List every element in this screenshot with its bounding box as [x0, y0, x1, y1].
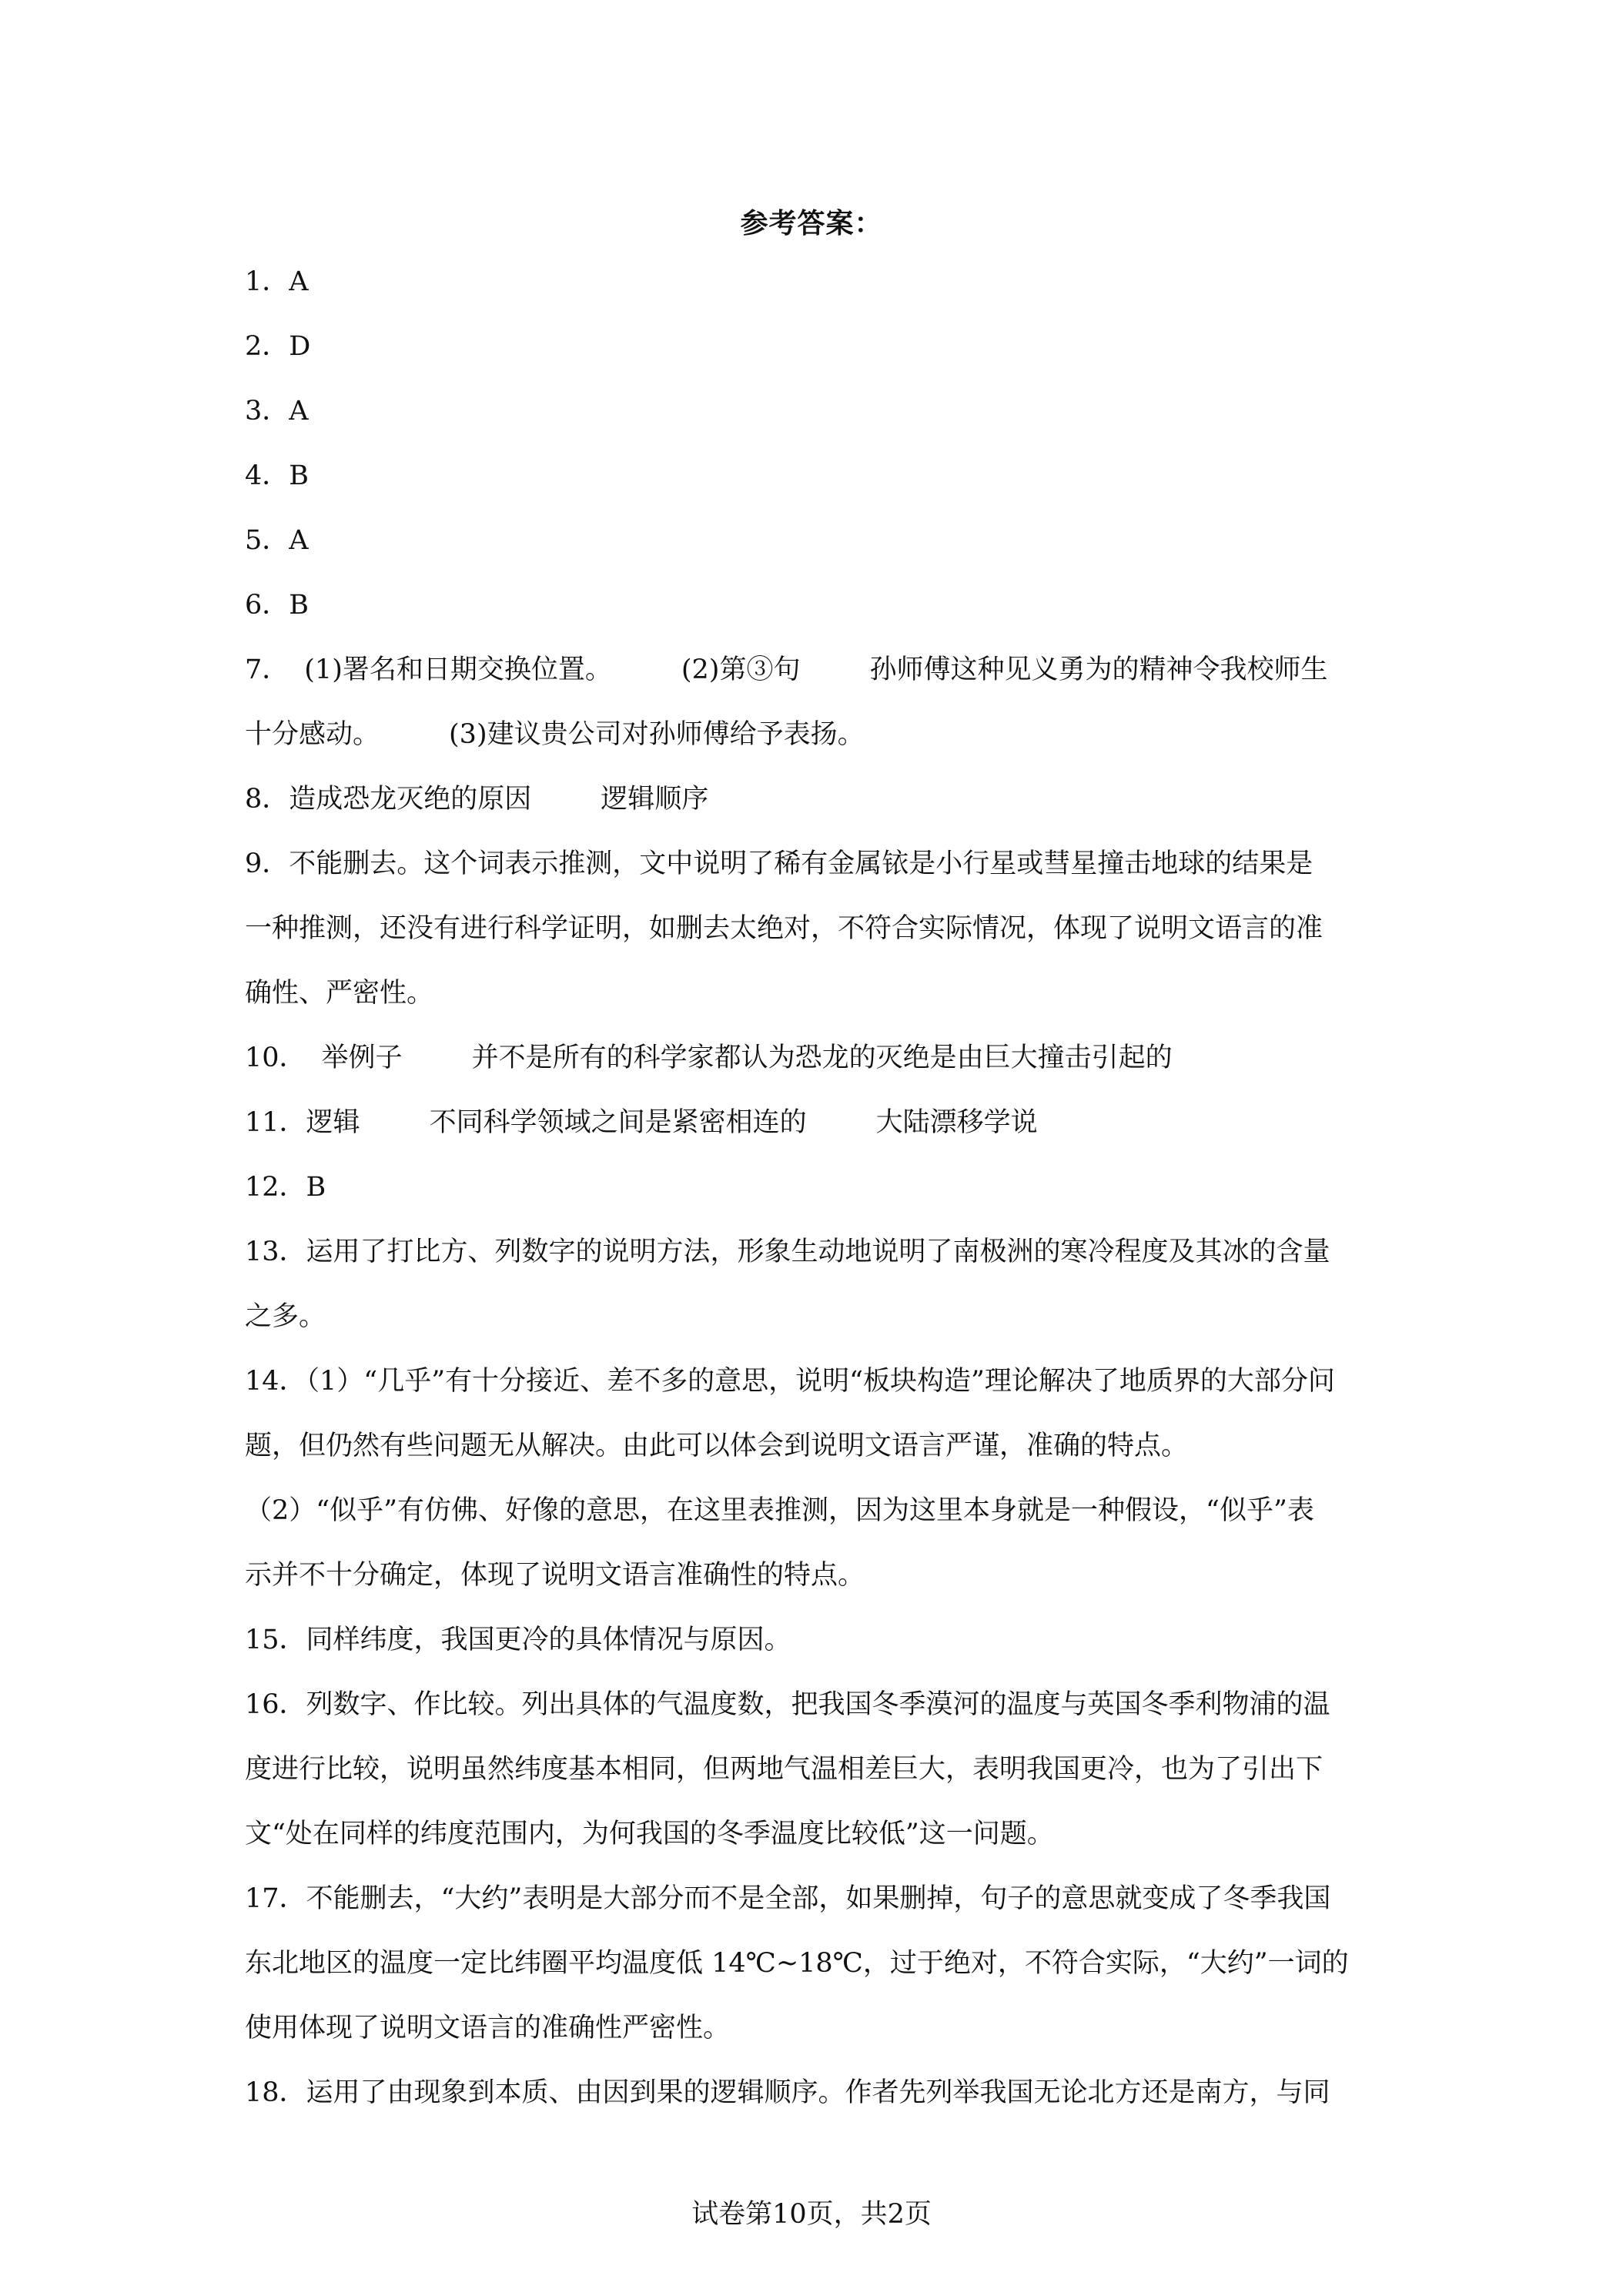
answer-10-part-2: 并不是所有的科学家都认为恐龙的灭绝是由巨大撞击引起的: [471, 1043, 1173, 1073]
answer-13-line-2: 之多。: [245, 1301, 326, 1332]
answer-8: [245, 767, 1378, 832]
answer-9-line-2: 一种推测，还没有进行科学证明，如删去太绝对，不符合实际情况，体现了说明文语言的准: [245, 913, 1323, 944]
answer-10: [245, 1026, 1378, 1090]
page-title: 参考答案：: [740, 207, 883, 239]
answer-16-line-3: 文“处在同样的纬度范围内，为何我国的冬季温度比较低”这一问题。: [245, 1819, 1054, 1849]
answer-9-line-1: 9．不能删去。这个词表示推测，文中说明了稀有金属铱是小行星或彗星撞击地球的结果是: [245, 848, 1313, 879]
answer-14-line-1: 14．（1）“几乎”有十分接近、差不多的意思，说明“板块构造”理论解决了地质界的大部分问: [245, 1366, 1335, 1397]
answer-7-part-1: (1)署名和日期交换位置。: [304, 654, 612, 685]
answer-12: 12．B: [245, 1172, 326, 1203]
answer-10-part-1: 举例子: [321, 1043, 403, 1073]
answer-11: [245, 1090, 1378, 1155]
page-footer: 试卷第10页，共2页: [691, 2199, 932, 2230]
answer-13-line-1: 13．运用了打比方、列数字的说明方法，形象生动地说明了南极洲的寒冷程度及其冰的含量: [245, 1237, 1330, 1267]
answer-4: 4．B: [245, 460, 309, 491]
answer-11-part-3: 大陆漂移学说: [875, 1107, 1038, 1138]
answer-10-number: 10．: [245, 1043, 306, 1073]
answer-11-part-1: 逻辑: [306, 1107, 360, 1138]
answer-7-part-4: (3)建议贵公司对孙师傅给予表扬。: [449, 719, 865, 750]
answer-7-part-2: (2)第③句: [681, 654, 801, 685]
answer-18-line-1: 18．运用了由现象到本质、由因到果的逻辑顺序。作者先列举我国无论北方还是南方，与同: [245, 2077, 1330, 2108]
answer-15: 15．同样纬度，我国更冷的具体情况与原因。: [245, 1625, 791, 1655]
answer-9-line-3: 确性、严密性。: [245, 978, 434, 1009]
answer-14-line-3: （2）“似乎”有仿佛、好像的意思，在这里表推测，因为这里本身就是一种假设，“似乎”表: [245, 1495, 1314, 1526]
answer-8-number: 8．: [245, 784, 289, 815]
answer-11-number: 11．: [245, 1107, 306, 1138]
answer-14-line-4: 示并不十分确定，体现了说明文语言准确性的特点。: [245, 1560, 865, 1591]
answer-8-part-1: 造成恐龙灭绝的原因: [289, 784, 532, 815]
answer-14-line-2: 题，但仍然有些问题无从解决。由此可以体会到说明文语言严谨，准确的特点。: [245, 1431, 1189, 1461]
answer-16-line-2: 度进行比较，说明虽然纬度基本相同，但两地气温相差巨大，表明我国更冷，也为了引出下: [245, 1754, 1323, 1785]
answer-17-line-1: 17．不能删去，“大约”表明是大部分而不是全部，如果删掉，句子的意思就变成了冬季我国: [245, 1883, 1331, 1914]
answer-6: 6．B: [245, 590, 309, 621]
answer-3: 3．A: [245, 396, 309, 427]
answer-8-part-2: 逻辑顺序: [601, 784, 709, 815]
answer-17-line-3: 使用体现了说明文语言的准确性严密性。: [245, 2013, 731, 2043]
answer-17-line-2: 东北地区的温度一定比纬圈平均温度低 14℃~18℃，过于绝对，不符合实际，“大约”一词的: [245, 1948, 1349, 1979]
answer-7-part-3: 孙师傅这种见义勇为的精神令我校师生: [869, 654, 1328, 685]
answer-7-line-2: [245, 702, 1378, 767]
answer-1: 1．A: [245, 266, 309, 297]
answer-16-line-1: 16．列数字、作比较。列出具体的气温度数，把我国冬季漠河的温度与英国冬季利物浦的温: [245, 1689, 1330, 1720]
answer-11-part-2: 不同科学领域之间是紧密相连的: [429, 1107, 807, 1138]
answer-5: 5．A: [245, 525, 309, 556]
answer-2: 2．D: [245, 331, 311, 362]
answer-7-number: 7．: [245, 654, 289, 685]
answer-list: [245, 249, 1378, 2125]
answer-7-line-1: [245, 638, 1378, 702]
answer-7-part-3-cont: 十分感动。: [245, 719, 380, 750]
